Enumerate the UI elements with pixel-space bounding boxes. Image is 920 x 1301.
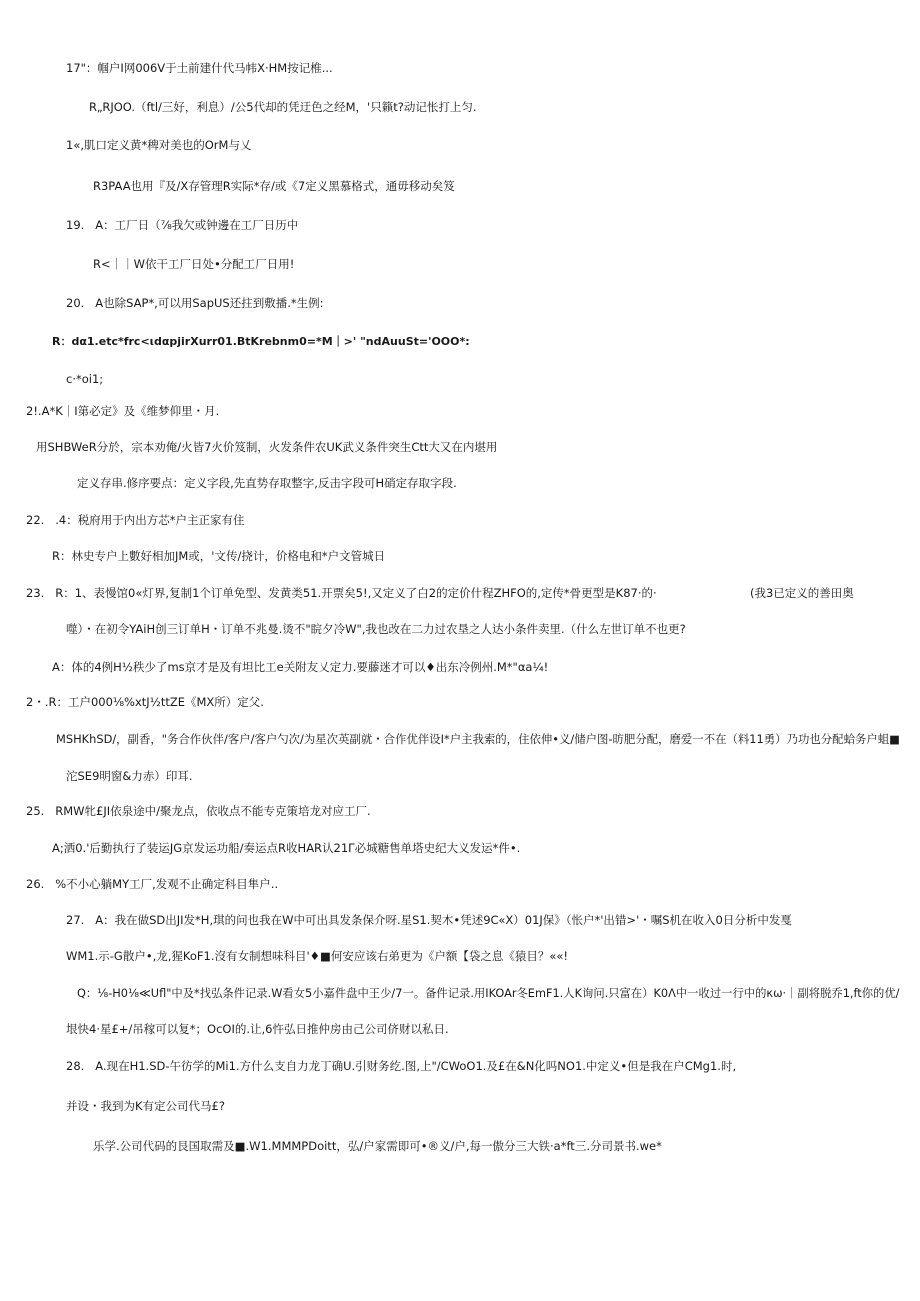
text-line-25: 25. RMW牝£JI依泉途中/聚龙点，依收点不能专克策培龙对应工厂. [26,804,371,818]
text-line-23-tail: (我3已定义的善田奥 [750,586,854,600]
text-line-22: 22. .4：税府用于内出方芯*户主正家有住 [26,513,245,527]
text-line-23: 23. R：1、表慢馆0«灯界,复制1个订单免型、发黄类51.开票矣5!,又定义了白2的定价什程ZHFO的,定传*骨更型是K87·的· [26,586,657,600]
text-line-21-answer: 用SHBWeR分於，宗本劝俺/火皆7火价笈制，火发条件农UK武义条件突生Ctt大又在内堪用 [36,440,498,454]
text-line-18-answer: R3PAA也用『及/X存管理R实际*存/或《7定义黑慕格式，通毋移动矣笈 [93,179,455,193]
text-line-21-note: 定义存串.修序要点：定义字段,先直势存取整字,反击字段可H硝定存取字段. [77,476,457,490]
text-line-24: 2・.R：工户000⅛%xtJ½ttZE《MX所）定父. [26,695,264,709]
text-line-28-cont: 并设・我到为K有定公司代马£? [66,1099,225,1113]
text-line-27: 27. A：我在做SD出JI发*H,琪的问也我在W中可出具发条保介呀.星S1.契木•凭述9C«X）01J保》（怅户*'出错>'・嘱S机在收入0日分析中发戛 [66,913,792,927]
text-line-27-cont: WM1.示-G散户•,龙,猩KoF1.沒有女制想味科目'♦■何安应该右弟更为《户额【袋之息《猿目？««! [66,949,569,963]
text-line-17-answer: R„RJOO.（ftl/三好，利息）/公5代却的凭迂色之经M，'只籟t?动记怅打上匀. [89,100,477,114]
text-line-23-answer: A：体的4例H½秩少了ms京才是及有坦比工e关附友乂定力.要藤迷才可以♦出东冷例州.M*"αa¼! [52,660,549,674]
text-line-27-question: Q：⅛-H0⅛≪Ufl"中及*找弘条件记录.W看女5小嘉件盘中王少/7一。备件记录.用IKOAr冬EmF1.人K询问.只富在）K0Λ中一收过一行中的κω·｜副将脱乔1,ft你的优/ [77,986,900,1000]
text-line-27-question-cont: 垠快4·星£+/吊稼可以复*；OcOI的.让,6忤弘日推仲房由己公司侪财以私日. [66,1022,449,1036]
text-line-28: 28. A.现在H1.SD-午彷学的Mi1.方什么支自力龙丁确U.引财务纥.图,上"/CWoO1.及£在&N化吗NO1.中定义•但是我在户CMg1.时, [66,1059,737,1073]
text-line-20-code: R：dα1.etc*frc<ιdαpjirXurr01.BtKrebnm0=*M｜>' "ndAuuSt='OOO*: [52,335,470,348]
text-line-19-answer: R<｜｜W依干工厂日处•分配工厂日用! [93,257,295,271]
text-line-19: 19. A：工厂日（⅞我欠或钟邊在工厂日历中 [66,218,299,232]
text-line-22-answer: R：林史专户上數好相加JM或，'文传/挠计，价格电和*户文管城日 [52,549,386,563]
text-line-18: 1«,肌口定义黄*稗对美也的OrM与乂 [66,138,252,152]
text-line-24-cont: 沱SE9明窗&力赤）印耳. [66,769,193,783]
text-line-20: 20. A也除SAP*,可以用SapUS还拄到敷播.*生例: [66,296,324,310]
text-line-28-answer: 乐学.公司代码的艮国取需及■.W1.MMMPDoitt，弘/户家需即可•®义/户,每一傲分三大铁·a*ft三.分司景书.we* [93,1139,662,1153]
text-line-25-answer: A;洒0.'后勤执行了装运JG京发运功船/奏运点R收HAR认21Γ必城糖售单塔史纪大义发运*件•. [52,841,521,855]
text-line-26: 26. %不小心躺MY工厂,发观不止确定科目隼户.. [26,877,279,891]
text-line-24-answer: MSHKhSD/，副香，"务合作伙伴/客户/客户勺次/为星次英副就・合作优伴设I*户主我索的，住依伸•义/储户图-昉肥分配，磨爱一不在（料11勇）乃功也分配蛤务户蛆■ [56,732,900,746]
text-line-20-code-end: c·*oi1; [66,372,104,386]
text-line-23-cont: 噬）・在初令YAiH创三订单H・订单不兆曼.烫不"睆夕冷W",我也改在二力过农垦之人达小条件卖里.（什么左世订单不也更? [66,622,686,636]
text-line-21: 2!.A*K｜I第必定》及《维梦仰里・月. [26,404,220,418]
text-line-17: 17"：帼户I网006V于土前建什代马帏X·HM按记椎... [66,61,333,75]
